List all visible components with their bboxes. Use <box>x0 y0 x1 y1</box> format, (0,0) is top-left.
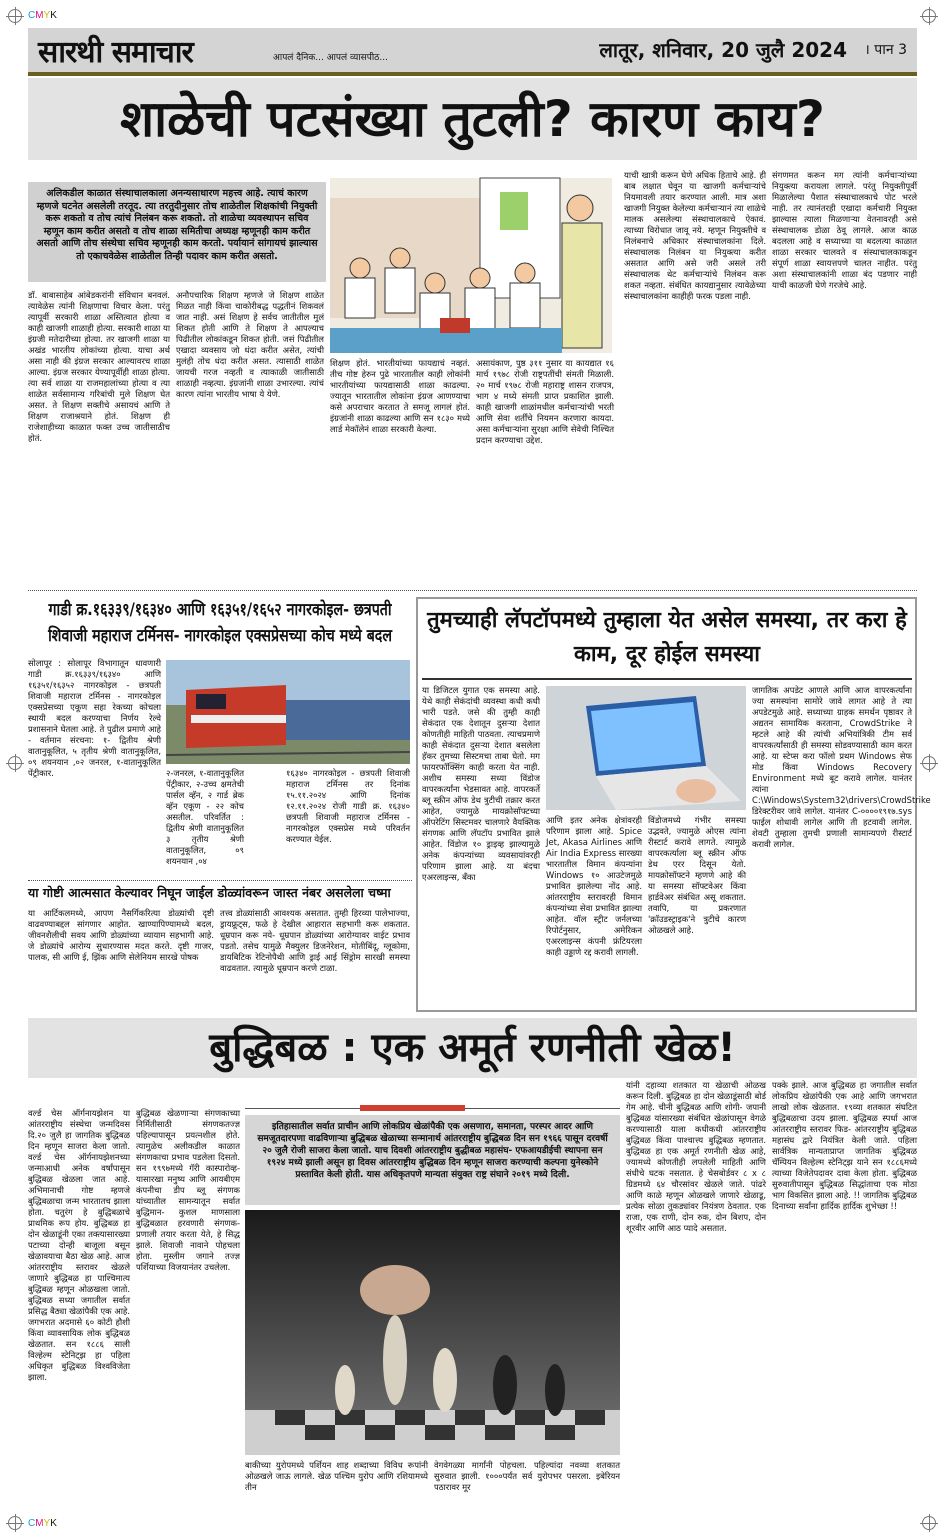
section-divider <box>28 880 412 881</box>
cmyk-mark: CMYK <box>28 10 57 21</box>
train-headline: गाडी क्र.१६३३९/१६३४० आणि १६३५१/१६५२ नागरकोइल- छत्रपती शिवाजी महाराज टर्मिनस- नागरकोइल एक्सप्रेसच्या कोच मध्ये बदल <box>48 600 392 646</box>
eyes-column-1: या आर्टिकलमध्ये, आपण नैसर्गिकरित्या डोळ्यांची दृष्टी वाढवण्याबद्दल सांगणार आहोत. खाण्यापिण्यामध्ये बदल, जीवनशैलीची सवय आणि डोळ्यांच्या व्यायाम सहभागी आहे. जे डोळ्यांचे आरोग्य सुधारण्यास मदत करते. दृष्टी गाजर, पालक, सी आणि ई, झिंक आणि सेलेनियम सारखे पोषक <box>28 908 214 962</box>
train-photo <box>166 660 410 764</box>
school-column-3: शिक्षण होतं. भारतीयांच्या फायद्याचं नव्हतं. तीच गोष्ट हेरुन पुढे भारतातील काही लोकांनी भारतीयांच्या फायद्यासाठी शाळा काढल्या. ज्यातून भारतातील लोकांना इंग्रज आणण्याचा कसे अपराचार करतात ते समजू लागलं होतं. इंग्रजांनी शाळा काढल्या आणि सन १८३० मध्ये लार्ड मेकॉलेनं शाळा सरकारी केल्या. <box>330 358 470 434</box>
school-column-5: याची खात्री करून घेणे अधिक हिताचे आहे. ही बाब लक्षात घेवून या खाजगी कर्मचाऱ्यांचे नियमावली तयार करण्यात आली. मात्र अशा खाजगी नियुक्त केलेल्या कर्मचाऱ्यानं त्या शाळेचे मालक असलेल्या संस्थाचालकाचे ऐकावं. त्याच्या विरोधात जावू नये. म्हणून नियुक्तीचे व निलंबनाचे अधिकार संस्थाचालकांना दिले. संस्थाचालक निलंबन या नियुक्त्या करीत असतात आणि असे जरी असले तरी संस्थाचालक थेट कर्मचाऱ्यांचे निलंबन करू शकत नव्हता. संबंधित कायद्यानुसार त्यावेळेच्या संस्थाचालकांना काहीही फरक पडला नाही. <box>624 170 766 301</box>
chess-column-2: बुद्धिबळ खेळणाऱ्या संगणकाच्या निर्मितीसाठी संगणकतज्ज्ञ पहिल्यापासून प्रयत्नशील होते. त्यामुळेच अलीकडील काळात संगणकाचा प्रभाव पडलेला दिसतो. सन १९९७मध्ये गॅरी कास्पारोव्ह-यासारखा मनुष्य आणि आयबीएम कंपनीचा डीप ब्लू संगणक यांच्यातील सामन्यातून सर्वात बुद्धिमान- कुशल माणसाला बुद्धिबळात हरवणारी संगणक-प्रणाली तयार करता येते, हे सिद्ध झाले. शिवाजी नावाने पोहचला होता. मुस्लीम जगाने तज्ज्ञ पर्शियाच्या विजयानंतर उचलेला. <box>136 1108 240 1272</box>
masthead-rule <box>28 72 917 76</box>
cmyk-mark: CMYK <box>28 1518 57 1529</box>
school-headline: शाळेची पटसंख्या तुटली? कारण काय? <box>120 90 825 148</box>
registration-mark-icon <box>922 756 936 770</box>
train-column-2: २-जनरल, १-वातानुकूलित पेंट्रीकार, २-उच्च क्षमतेची पार्सल व्हॅन, २ गार्ड ब्रेक व्हॅन एकूण - २२ कोच असतील. परिवर्तित : द्वितीय श्रेणी वातानुकूलित ३ तृतीय श्रेणी वातानुकूलित, ०९ शयनयान ,०४ <box>166 768 244 866</box>
registration-mark-icon <box>8 9 22 23</box>
school-headline-band <box>28 78 917 160</box>
laptop-column-1: या डिजिटल युगात एक समस्या आहे. येथे काही सेकंदांची व्यवस्था कधी कधी भारी पडते. जसे की तुम्ही काही सेकंदात एक देशातून दुसऱ्या देशात कोणतीही माहिती पाठवता. त्याचप्रमाणे काही सेकंदात दुसऱ्या देशात बसलेला हॅकर तुमच्या सिस्टमचा ताबा घेतो. मग फायरफॉक्सिंग काही करता येत नाही. अशीच समस्या सध्या विंडोज वापरकर्त्यांना भेडसावत आहे. वापरकर्ते ब्लू स्क्रीन ऑफ डेथ त्रुटीची तक्रार करत आहेत, ज्यामुळे मायक्रोसॉफ्टच्या ऑपरेटिंग सिस्टमवर चालणारे वैयक्तिक संगणक आणि लॅपटॉप प्रभावित झाले आहेत. विंडोज १० ड्राइव्ह झाल्यामुळे अनेक कंपन्यांच्या व्यवसायांवरही परिणाम झाला आहे. या बंदचा एअरलाइन्स, बँका <box>422 685 540 882</box>
school-intro-box: अलिकडील काळात संस्थाचालकाला अनन्यसाधारण महत्त्व आहे. त्याचं कारण म्हणजे घटनेत असलेली तरतूद. त्या तरतुदीनुसार तोच शाळेतील शिक्षकांची नियुक्ती करू शकतो व तोच त्यांचं निलंबन करू शकतो. तो शाळेचा व्यवस्थापन सचिव म्हणून काम करीत असतो व तोच शाळा समितीचा अध्यक्ष म्हणूनही काम करीत असतो आणि तोच संस्थेचा सचिव म्हणूनही काम करतो. पर्यायानं सांगायचं झाल्यास तो एकाचवेळेस शाळेतील तिन्ही पदावर काम करीत असतो. <box>28 182 326 282</box>
chess-headline: बुद्धिबळ : एक अमूर्त रणनीती खेळ! <box>209 1025 736 1071</box>
chess-column-1: वर्ल्ड चेस ऑर्गनायझेशन या आंतरराष्ट्रीय संस्थेचा जन्मदिवस दि.२० जुलै हा जागतिक बुद्धिबळ दिन म्हणून साजरा केला जातो. वर्ल्ड चेस ऑर्गनायझेशनच्या जन्माआधी अनेक वर्षांपासून बुद्धिबळ खेळला जात आहे. अभिमानाची गोष्ट म्हणजे बुद्धिबळाचा जन्म भारतातच झाला होता. चतुरंग हे बुद्धिबळाचे प्राथमिक रूप होय. बुद्धिबळ हा दोन खेळाडूंनी एका तक्त्यासारख्या पटाच्या दोन्ही बाजूला बसून खेळावयाचा बैठा खेळ आहे. आज आंतरराष्ट्रीय स्तरावर खेळले जाणारे बुद्धिबळ हा पाश्चिमात्य बुद्धिबळ म्हणून ओळखला जातो. बुद्धिबळ सध्या जगातील सर्वात प्रसिद्ध बैठ्या खेळांपैकी एक आहे. जगभरात अदमासे ६० कोटी हौशी किंवा व्यावसायिक लोक बुद्धिबळ खेळतात. सन १८८६ साली विल्हेल्म स्टेनिट्झ हा पहिला अधिकृत बुद्धिबळ विश्वविजेता झाला. <box>28 1108 130 1382</box>
school-column-2: अनौपचारिक शिक्षण म्हणजे जे शिक्षण शाळेत मिळत नाही किंवा चाकोरीबद्ध पद्धतीनं शिकवलं जात नाही. असं शिक्षण हे सर्वच जातीतील मुलं शिकत होती आणि ते शिक्षण ते आपल्याच पिढीतील लोकांकडून शिकत होती. जसं पिढीतील एखादा व्यवसाय जो धंदा करीत असेत, त्यांची मुलंही तोच धंदा करीत असत. त्यासाठी शाळेत जायची गरज नव्हती व त्याकाळी जातीसाठी शाळाही नव्हत्या. इंग्रजांनी शाळा उभारल्या. त्यांचं कारण त्यांना भारतीय भाषा ये येणे. <box>176 290 324 399</box>
laptop-column-4: जागतिक अपडेट आणले आणि आज वापरकर्त्यांना ज्या समस्यांना सामोरे जावे लागत आहे ते त्या अपडेटमुळे आहे. सध्याच्या ग्राहक समर्थन पृष्ठावर ते अद्यतन सामायिक करताना, CrowdStrike ने म्हटले आहे की त्यांची अभियांत्रिकी टीम सर्व वापरकर्त्यांसाठी ही समस्या सोडवण्यासाठी काम करत आहे. या स्टेप्स करा फॉलो प्रथम Windows सेफ मोड किंवा Windows Recovery Environment मध्ये बूट करावे लागेल. यानंतर त्यांना C:\Windows\System32\drivers\CrowdStrike डिरेक्टरीवर जावे लागेल. यानंतर C-००००१९१७.sys फाईल शोधावी लागेल आणि ती हटवावी लागेल. शेवटी तुम्हाला तुमची प्रणाली सामान्यपणे रीस्टार्ट करावी लागेल. <box>752 685 931 849</box>
chess-photo <box>245 1210 620 1455</box>
registration-mark-icon <box>922 1516 936 1530</box>
laptop-column-3: विंडोजमध्ये गंभीर समस्या उद्भवते, ज्यामुळे ओएस त्यांना रीस्टार्ट करावे लागते. त्यामुळे वापरकर्त्याला ब्लू स्क्रीन ऑफ डेथ एरर दिसून येतो. मायक्रोसॉफ्टने म्हणणे आहे की या समस्या सॉफ्टवेअर किंवा हार्डवेअर संबंधित असू शकतात. तवापि, या प्रकरणात 'क्रॉउडस्ट्राइक'ने त्रुटीचे कारण ओळखले आहे. <box>648 815 746 935</box>
chess-headline-band <box>28 1018 917 1078</box>
masthead <box>28 28 917 72</box>
chess-column-3: बाकीच्या युरोपमध्ये पर्शियन शाह शब्दाच्या विविध रूपांनी ओळखले जाऊ लागले. खेळ पश्चिम युरोप आणि रशियामध्ये तीन <box>245 1460 428 1492</box>
school-column-1: डॉ. बाबासाहेब आंबेडकरांनी संविधान बनवलं. त्यावेळेस त्यांनी शिक्षणाचा विचार केला. परंतु त्यापूर्वी सरकारी शाळा अस्तित्वात होत्या व काही खाजगी शाळाही होत्या. सरकारी शाळा या इंग्रजी मतेदारीच्या होत्या. तर खाजगी शाळा या अखंड भारतीय लोकांच्या होत्या. याचा अर्थ असा नाही की इंग्रज सरकार आल्यावरच शाळा आल्या. इंग्रज सरकार येण्यापूर्वीही शाळा होत्या. त्या सर्व शाळा या राजमहालांच्या होत्या व त्या शाळेत सर्वसामान्य गरिबांची मुले शिक्षण घेत असत. ते शिक्षण सक्तीचे असायचं आणि ते शिक्षण राजाश्रयाने होतं. शिक्षण ही राजेशाहीच्या काळात फक्त उच्च जातीसाठीच होतं. <box>28 290 170 443</box>
dateline: लातूर, शनिवार, 20 जुलै 2024 <box>599 38 847 62</box>
laptop-headline: तुमच्याही लॅपटॉपमध्ये तुम्हाला येत असेल समस्या, तर करा हे काम, दूर होईल समस्या <box>427 608 907 667</box>
train-column-3: १६३४० नागरकोइल - छत्रपती शिवाजी महाराज टर्मिनस तर दिनांक १५.११.२०२४ आणि दिनांक १२.११.२०२४ रोजी गाडी क्र. १६३४० छत्रपती शिवाजी महाराज टर्मिनस - नागरकोइल एक्सप्रेस मध्ये परिवर्तन करण्यात येईल. <box>286 768 410 844</box>
school-column-6: संगणमत करून मग त्यांनी कर्मचाऱ्यांच्या नियुक्त्या करायला लागले. परंतु नियुक्तीपूर्वी मिळालेल्या पैशात संस्थाचालकाचे पोट भरले नाही. तर त्यानंतरही एखादा कर्मचारी नियुक्त झाल्यास त्याला मिळणाऱ्या वेतनावरही असे संस्थाचालक डोळा ठेवू लागले. आज काळ बदलला आहे व सध्याच्या या बदलत्या काळात शाळा सरकार चालवते व संस्थाचालकाकडून संपूर्ण शाळा स्वायत्तपणे चालत नाहीत. परंतु अशा संस्थाचालकांनी शाळा बंद पडणार नाही याची काळजी घेणे गरजेचे आहे. <box>772 170 917 290</box>
school-illustration <box>330 178 612 353</box>
chess-column-4: वेगवेगळ्या मार्गांनी पोहचला. पहिल्यांदा नवव्या शतकात सुरुवात झाली. १०००पर्यंत सर्व युरोपभर पसरला. इबेरियन पठारावर मूर <box>434 1460 620 1492</box>
page-number: । पान 3 <box>864 42 907 58</box>
newspaper-logo: सारथी समाचार <box>38 35 193 70</box>
chess-intro-box: इतिहासातील सर्वात प्राचीन आणि लोकप्रिय खेळांपैकी एक असणारा, समानता, परस्पर आदर आणि समजूतदारपणा वाढविणाऱ्या बुद्धिबळ खेळाच्या सन्मानार्थ आंतरराष्ट्रीय बुद्धिबळ दिन सन १९६६ पासून दरवर्षी २० जुलै रोजी साजरा केला जातो. याच दिवशी आंतरराष्ट्रीय बुद्धीबळ महासंघ- एफआयडीईची स्थापना सन १९२४ मध्ये झाली असून हा दिवस आंतरराष्ट्रीय बुद्धिबळ दिन म्हणून साजरा करण्याची कल्पना युनेस्कोने प्रस्तावित केली होती. यास अधिकृतपणे मान्यता संयुक्त राष्ट्र संघाने २०१९ मध्ये दिली. <box>245 1115 620 1205</box>
laptop-photo <box>546 686 746 810</box>
chess-accent-bar <box>360 1105 465 1111</box>
tagline: आपलं दैनिक... आपलं व्यासपीठ... <box>273 53 388 63</box>
school-column-4: असायंकाण, पुष्ठ ३११ नुसार या कायद्यात १६ मार्च १९७८ रोजी राष्ट्रपतींची संमती मिळाली. २० मार्च १९७८ रोजी महाराष्ट्र शासन राजपत्र, भाग ४ मध्ये संमती प्राप्त प्रकाशित झाली. काही खाजगी शाळांमधील कर्मचाऱ्यांची भरती आणि सेवा शर्तींचे नियमन करणारा कायदा. असा कर्मचाऱ्यांना सुरक्षा आणि सेवेची निश्चित प्रदान करण्याचा उद्देश. <box>476 358 614 445</box>
registration-mark-icon <box>922 9 936 23</box>
registration-mark-icon <box>8 1516 22 1530</box>
section-divider <box>28 590 917 591</box>
eyes-column-2: तत्त्व डोळ्यांसाठी आवश्यक असतात. तुम्ही हिरव्या पालेभाज्या, ड्रायफ्रूट्स, फळे हे देखील आहारात सहभागी करू शकतात. धूम्रपान करू नये- धूम्रपान डोळ्यांच्या आरोग्यावर वाईट प्रभाव पडतो. तसेच यामुळे मैक्युलर डिजनेरेशन, मोतीबिंदू, ग्लूकोमा, डायबिटिक रेटिनोपैथी आणि ड्राई आई सिंड्रोम सारखी समस्या वाढवतात. त्यामुळे धूम्रपान करणे टाळा. <box>220 908 410 973</box>
eyes-headline: या गोष्टी आत्मसात केल्यावर निघून जाईल डोळ्यांवरून जास्त नंबर असलेला चष्मा <box>28 885 391 900</box>
laptop-headline-rule <box>422 678 912 680</box>
registration-mark-icon <box>8 756 22 770</box>
train-column-1: सोलापूर : सोलापूर विभागातून धावणारी गाडी क्र.१६३३९/१६३४० आणि १६३५१/१६३५२ नागरकोइल - छत्रपती शिवाजी महाराज टर्मिनस - नागरकोइल एक्सप्रेसच्या एकूण सहा रेकच्या कोचला स्थायी बदल करण्याचा निर्णय रेल्वे प्रशासनाने घेतला आहे. ते पुढील प्रमाणे आहे - वर्तमान संरचना: १- द्वितीय श्रेणी वातानुकूलित, ५ तृतीय श्रेणी वातानुकूलित, ०९ शयनयान ,०२ जनरल, १-वातानुकूलित पेंट्रीकार. <box>28 658 161 778</box>
laptop-column-2: आणि इतर अनेक क्षेत्रांवरही परिणाम झाला आहे. Spice Jet, Akasa Airlines आणि Air India Express सारख्या भारतातील विमान कंपन्यांना Windows १० आउटेजमुळे प्रभावित झालेल्या नोंद आहे. आंतरराष्ट्रीय स्तरावरही विमान कंपन्यांच्या सेवा प्रभावित झाल्या आहेत. वॉल स्ट्रीट जर्नलच्या रिपोर्टनुसार, अमेरिकन एअरलाइन्स कंपनी फ्रंटियरला काही उड्डाणे रद्द करावी लागली. <box>546 815 642 957</box>
chess-column-6: पक्के झाले. आज बुद्धिबळ हा जगातील सर्वात लोकप्रिय खेळांपैकी एक आहे आणि जगभरात लाखो लोक खेळतात. १९व्या शतकात संघटित बुद्धिबळाचा उदय झाला. बुद्धिबळ स्पर्धा आज आंतरराष्ट्रीय स्तरावर फिड- आंतरराष्ट्रीय बुद्धिबळ महासंघ द्वारे नियंत्रित केली जाते. पहिला सार्वत्रिक मान्यताप्राप्त जागतिक बुद्धिबळ चॅम्पियन विल्हेल्म स्टेनिट्झ याने सन १८८६मध्ये त्याच्या विजेतेपदावर दावा केला होता. बुद्धिबळ सुरुवातीपासून बुद्धिबळ सिद्धांताचा एक मोठा भाग विकसित झाला आहे. !! जागतिक बुद्धिबळ दिनाच्या सर्वांना हार्दिक हार्दिक शुभेच्छा !! <box>772 1080 917 1211</box>
chess-column-5: यांनी दहाव्या शतकात या खेळाची ओळख करून दिली. बुद्धिबळ हा दोन खेळाडूंसाठी बोर्ड गेम आहे. चीनी बुद्धिबळ आणि शोगी- जपानी बुद्धिबळ यांसारख्या संबंधित खेळांपासून वेगळे करण्यासाठी याला कधीकधी आंतरराष्ट्रीय बुद्धिबळ किंवा पाश्चात्त्य बुद्धिबळ म्हणतात. बुद्धिबळ हा एक अमूर्त रणनीती खेळ आहे, ज्यामध्ये कोणतीही लपलेली माहिती आणि संधीचे घटक नसतात. हे चेसबोर्डवर ८ x ८ ग्रिडमध्ये ६४ चौरसांवर खेळले जाते. पांढरे आणि काळे म्हणून ओळखले जाणारे खेळाडू, प्रत्येक सोळा तुकड्यांवर नियंत्रण ठेवतात. एक राजा, एक राणी, दोन रुक, दोन बिशप, दोन शूरवीर आणि आठ प्यादे असतात. <box>626 1080 766 1233</box>
